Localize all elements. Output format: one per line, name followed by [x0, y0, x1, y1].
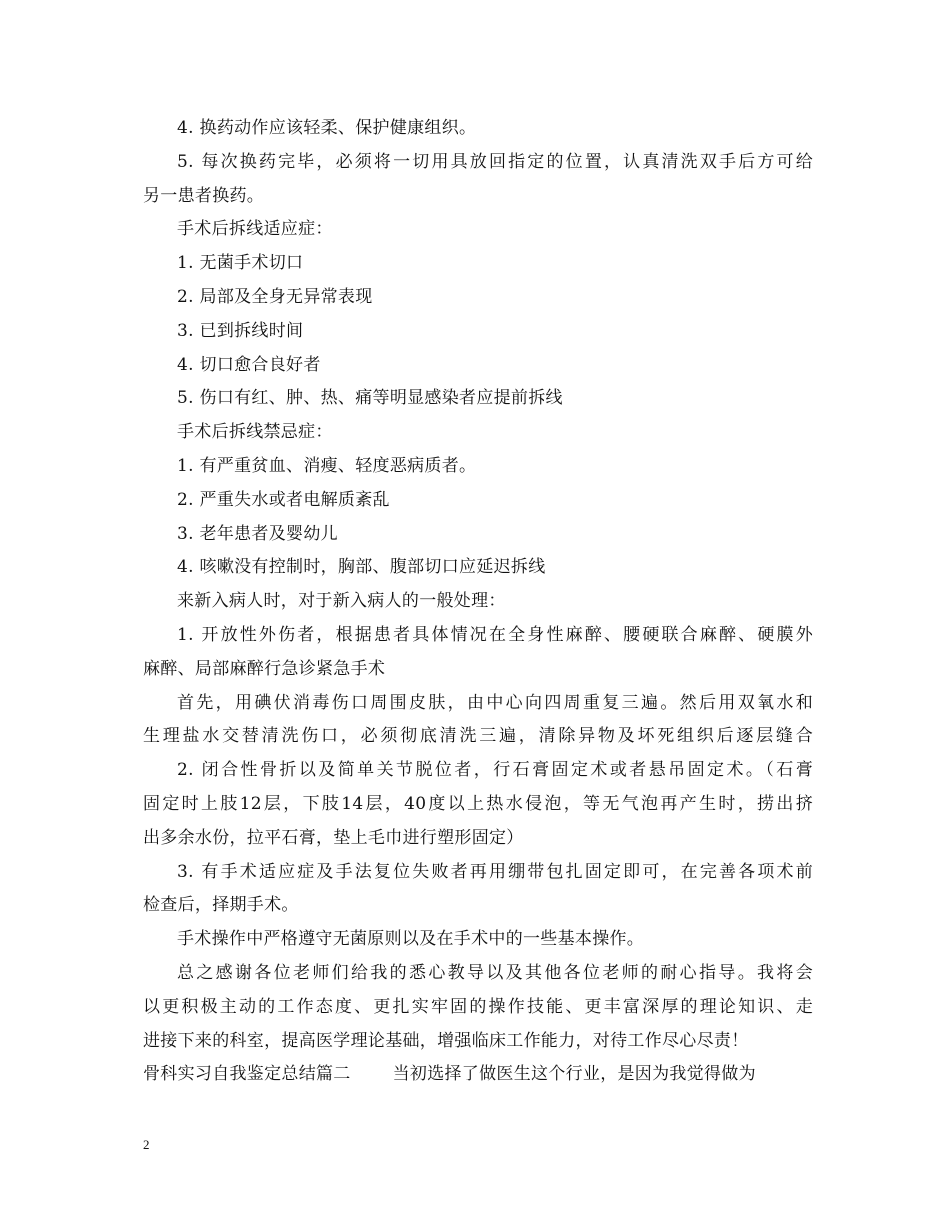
list-item: 4. 咳嗽没有控制时，胸部、腹部切口应延迟拆线 — [177, 557, 546, 578]
list-item: 1. 无菌手术切口 — [177, 253, 304, 274]
text-line: 出多余水份，拉平石膏，垫上毛巾进行塑形固定） — [143, 827, 524, 848]
text-line: 1. 开放性外伤者，根据患者具体情况在全身性麻醉、腰硬联合麻醉、硬膜外 — [177, 624, 813, 645]
text-line: 5. 每次换药完毕，必须将一切用具放回指定的位置，认真清洗双手后方可给 — [177, 151, 813, 172]
text-line: 2. 闭合性骨折以及简单关节脱位者，行石膏固定术或者悬吊固定术。（石膏 — [177, 760, 813, 781]
text-line: 手术操作中严格遵守无菌原则以及在手术中的一些基本操作。 — [177, 929, 645, 950]
text-line: 另一患者换药。 — [143, 185, 265, 206]
text-line: 生理盐水交替清洗伤口，必须彻底清洗三遍，清除异物及坏死组织后逐层缝合 — [143, 726, 813, 747]
document-body — [143, 112, 813, 1092]
text-line: 固定时上肢12层，下肢14层，40度以上热水侵泡，等无气泡再产生时，捞出挤 — [143, 793, 813, 814]
section-heading: 来新入病人时，对于新入病人的一般处理： — [177, 591, 506, 612]
text-line: 进接下来的科室，提高医学理论基础，增强临床工作能力，对待工作尽心尽责！ — [143, 1030, 749, 1051]
next-section-text: 当初选择了做医生这个行业，是因为我觉得做为 — [392, 1064, 756, 1085]
list-item: 3. 已到拆线时间 — [177, 320, 304, 341]
next-section-heading: 骨科实习自我鉴定总结篇二 — [143, 1064, 351, 1085]
text-line: 4. 换药动作应该轻柔、保护健康组织。 — [177, 118, 477, 138]
list-item: 2. 严重失水或者电解质紊乱 — [177, 489, 390, 510]
text-line — [143, 1058, 813, 1092]
text-line: 以更积极主动的工作态度、更扎实牢固的操作技能、更丰富深厚的理论知识、走 — [143, 996, 813, 1017]
list-item: 4. 切口愈合良好者 — [177, 354, 321, 375]
text-line: 3. 有手术适应症及手法复位失败者再用绷带包扎固定即可，在完善各项术前 — [177, 861, 813, 882]
text-line: 检查后，择期手术。 — [143, 895, 299, 916]
section-heading: 手术后拆线适应症： — [177, 219, 333, 240]
text-line: 总之感谢各位老师们给我的悉心教导以及其他各位老师的耐心指导。我将会 — [177, 962, 813, 983]
list-item: 1. 有严重贫血、消瘦、轻度恶病质者。 — [177, 455, 477, 476]
section-heading: 手术后拆线禁忌症： — [177, 422, 333, 443]
list-item: 5. 伤口有红、肿、热、痛等明显感染者应提前拆线 — [177, 388, 563, 409]
list-item: 2. 局部及全身无异常表现 — [177, 286, 373, 307]
list-item: 3. 老年患者及婴幼儿 — [177, 523, 338, 544]
text-line: 麻醉、局部麻醉行急诊紧急手术 — [143, 658, 386, 679]
text-line: 首先，用碘伏消毒伤口周围皮肤，由中心向四周重复三遍。然后用双氧水和 — [177, 692, 813, 713]
page-number: 2 — [143, 1137, 150, 1152]
